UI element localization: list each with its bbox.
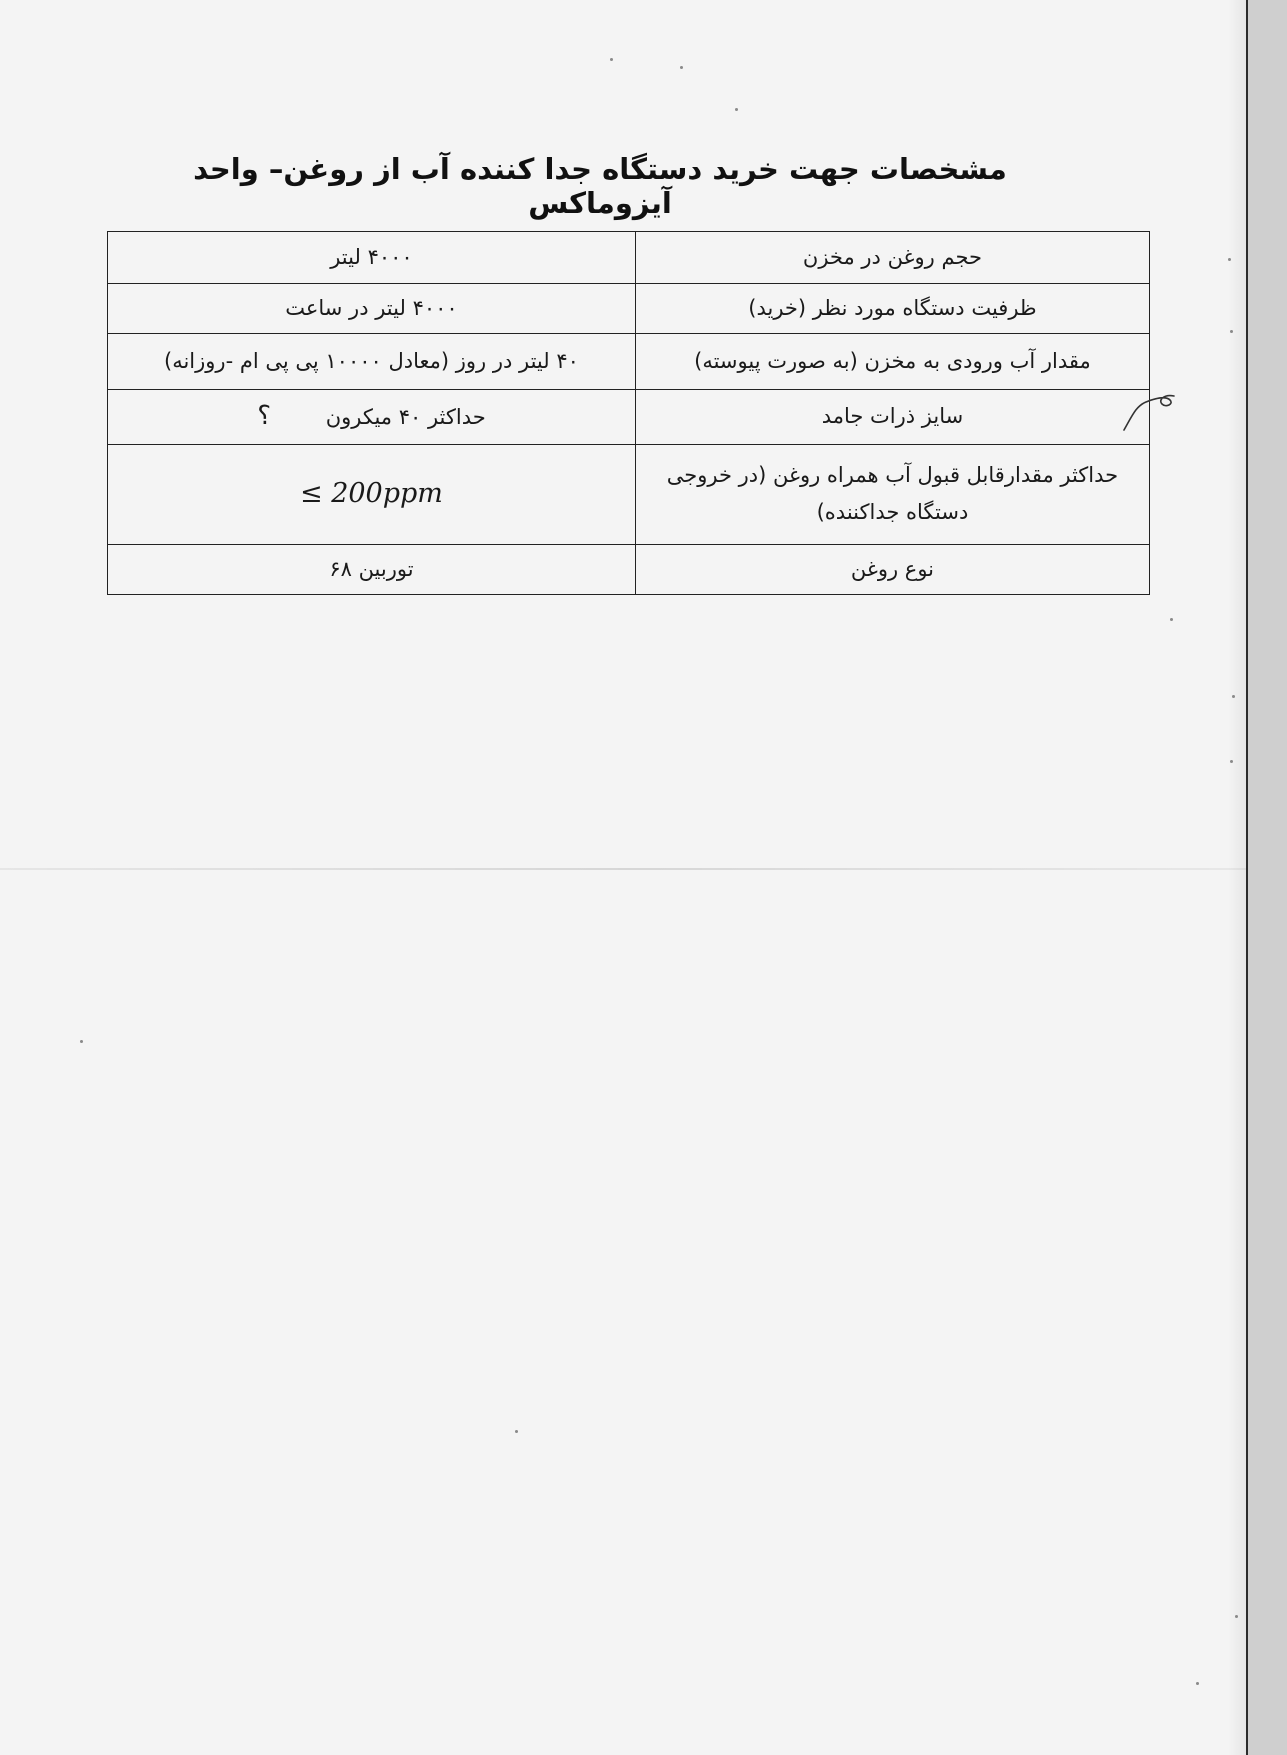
paper-speck xyxy=(735,108,738,111)
paper-speck xyxy=(1230,760,1233,763)
specification-table xyxy=(107,231,1150,595)
paper-speck xyxy=(1228,258,1231,261)
paper-speck xyxy=(1235,1615,1238,1618)
document-title: مشخصات جهت خرید دستگاه جدا کننده آب از روغن– واحد آیزوماکس xyxy=(193,152,1007,220)
paper-fold-line xyxy=(0,868,1248,870)
row-label: سایز ذرات جامد xyxy=(635,390,1149,445)
paper-speck xyxy=(1170,618,1173,621)
row-label: حداکثر مقدارقابل قبول آب همراه روغن (در خروجی دستگاه جداکننده) xyxy=(635,444,1149,544)
row-value: ۴۰ لیتر در روز (معادل ۱۰۰۰۰ پی پی ام -روزانه) xyxy=(108,334,636,390)
page-edge-shadow xyxy=(1228,0,1246,1755)
paper-speck xyxy=(610,58,613,61)
row-label: حجم روغن در مخزن xyxy=(635,232,1149,284)
paper-speck xyxy=(515,1430,518,1433)
handwritten-pen-mark xyxy=(1122,386,1182,434)
row-label: ظرفیت دستگاه مورد نظر (خرید) xyxy=(635,284,1149,334)
table-row xyxy=(108,544,1150,594)
row-value: حداکثر ۴۰ میکرون xyxy=(325,405,486,429)
row-value: ≤ 200ppm xyxy=(300,478,443,510)
paper-speck xyxy=(80,1040,83,1043)
table-row xyxy=(108,232,1150,284)
handwritten-question-mark: ؟ xyxy=(257,401,272,431)
table-row xyxy=(108,284,1150,334)
table-row xyxy=(108,444,1150,544)
table-row xyxy=(108,390,1150,445)
table-row xyxy=(108,334,1150,390)
row-value: ۴۰۰۰ لیتر xyxy=(108,232,636,284)
row-label: نوع روغن xyxy=(635,544,1149,594)
row-value: ۴۰۰۰ لیتر در ساعت xyxy=(108,284,636,334)
paper-speck xyxy=(1230,330,1233,333)
paper-speck xyxy=(680,66,683,69)
row-value: توربین ۶۸ xyxy=(108,544,636,594)
row-label: مقدار آب ورودی به مخزن (به صورت پیوسته) xyxy=(635,334,1149,390)
row-value-cell xyxy=(108,444,636,544)
row-value-cell xyxy=(108,390,636,445)
paper-speck xyxy=(1232,695,1235,698)
paper-speck xyxy=(1196,1682,1199,1685)
